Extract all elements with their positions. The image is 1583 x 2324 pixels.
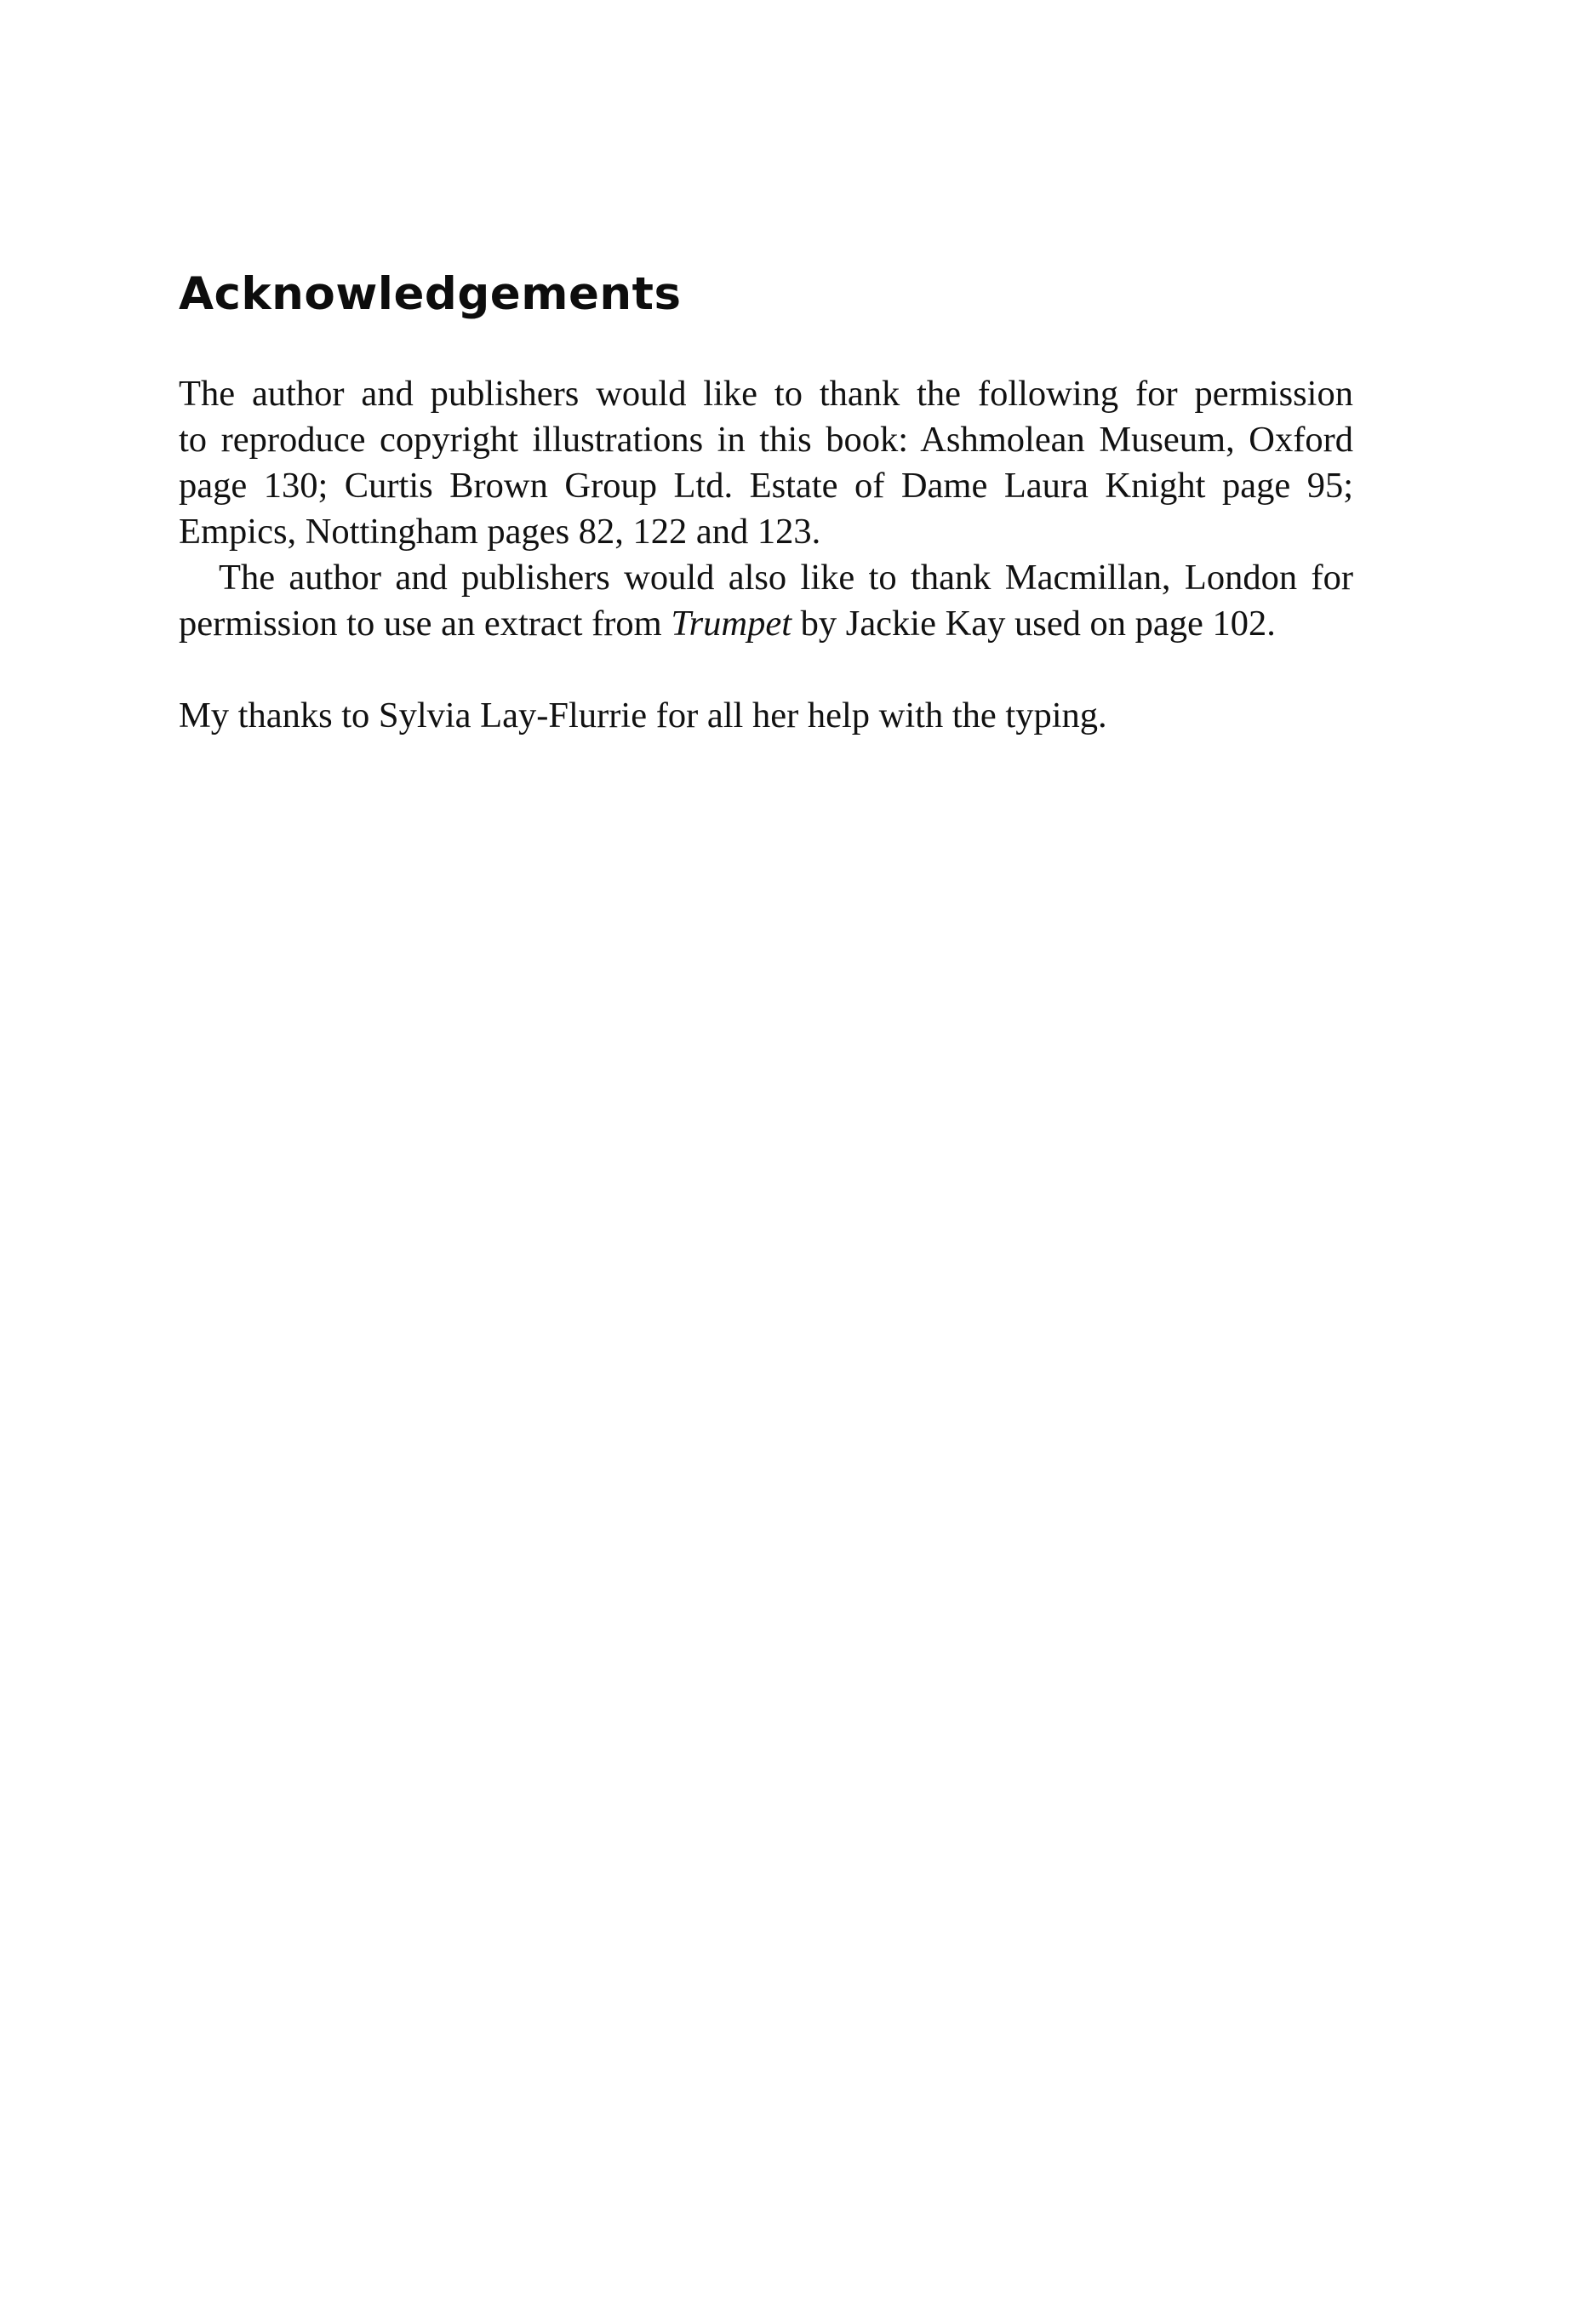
paragraph-line: Empics, Nottingham pages 82, 122 and 123. xyxy=(179,512,821,552)
thanks-paragraph xyxy=(179,693,1353,739)
paragraph-text: permission to use an extract from xyxy=(179,604,671,644)
page-title: Acknowledgements xyxy=(179,268,682,320)
paragraph-line: The author and publishers would like to thank the following for permission xyxy=(179,374,1353,414)
paragraph-text: by Jackie Kay used on page 102. xyxy=(792,604,1276,644)
paragraph-line xyxy=(179,601,1353,647)
paragraph-line: page 130; Curtis Brown Group Ltd. Estate of Dame Laura Knight page 95; xyxy=(179,466,1353,506)
paragraph-line: My thanks to Sylvia Lay-Flurrie for all her help with the typing. xyxy=(179,695,1107,736)
extract-permission-paragraph xyxy=(179,555,1353,647)
book-title: Trumpet xyxy=(671,604,792,644)
paragraph-line: to reproduce copyright illustrations in this book: Ashmolean Museum, Oxford xyxy=(179,420,1353,460)
paragraph-line: The author and publishers would also like to thank Macmillan, London for xyxy=(219,558,1353,598)
permissions-paragraph xyxy=(179,371,1353,555)
